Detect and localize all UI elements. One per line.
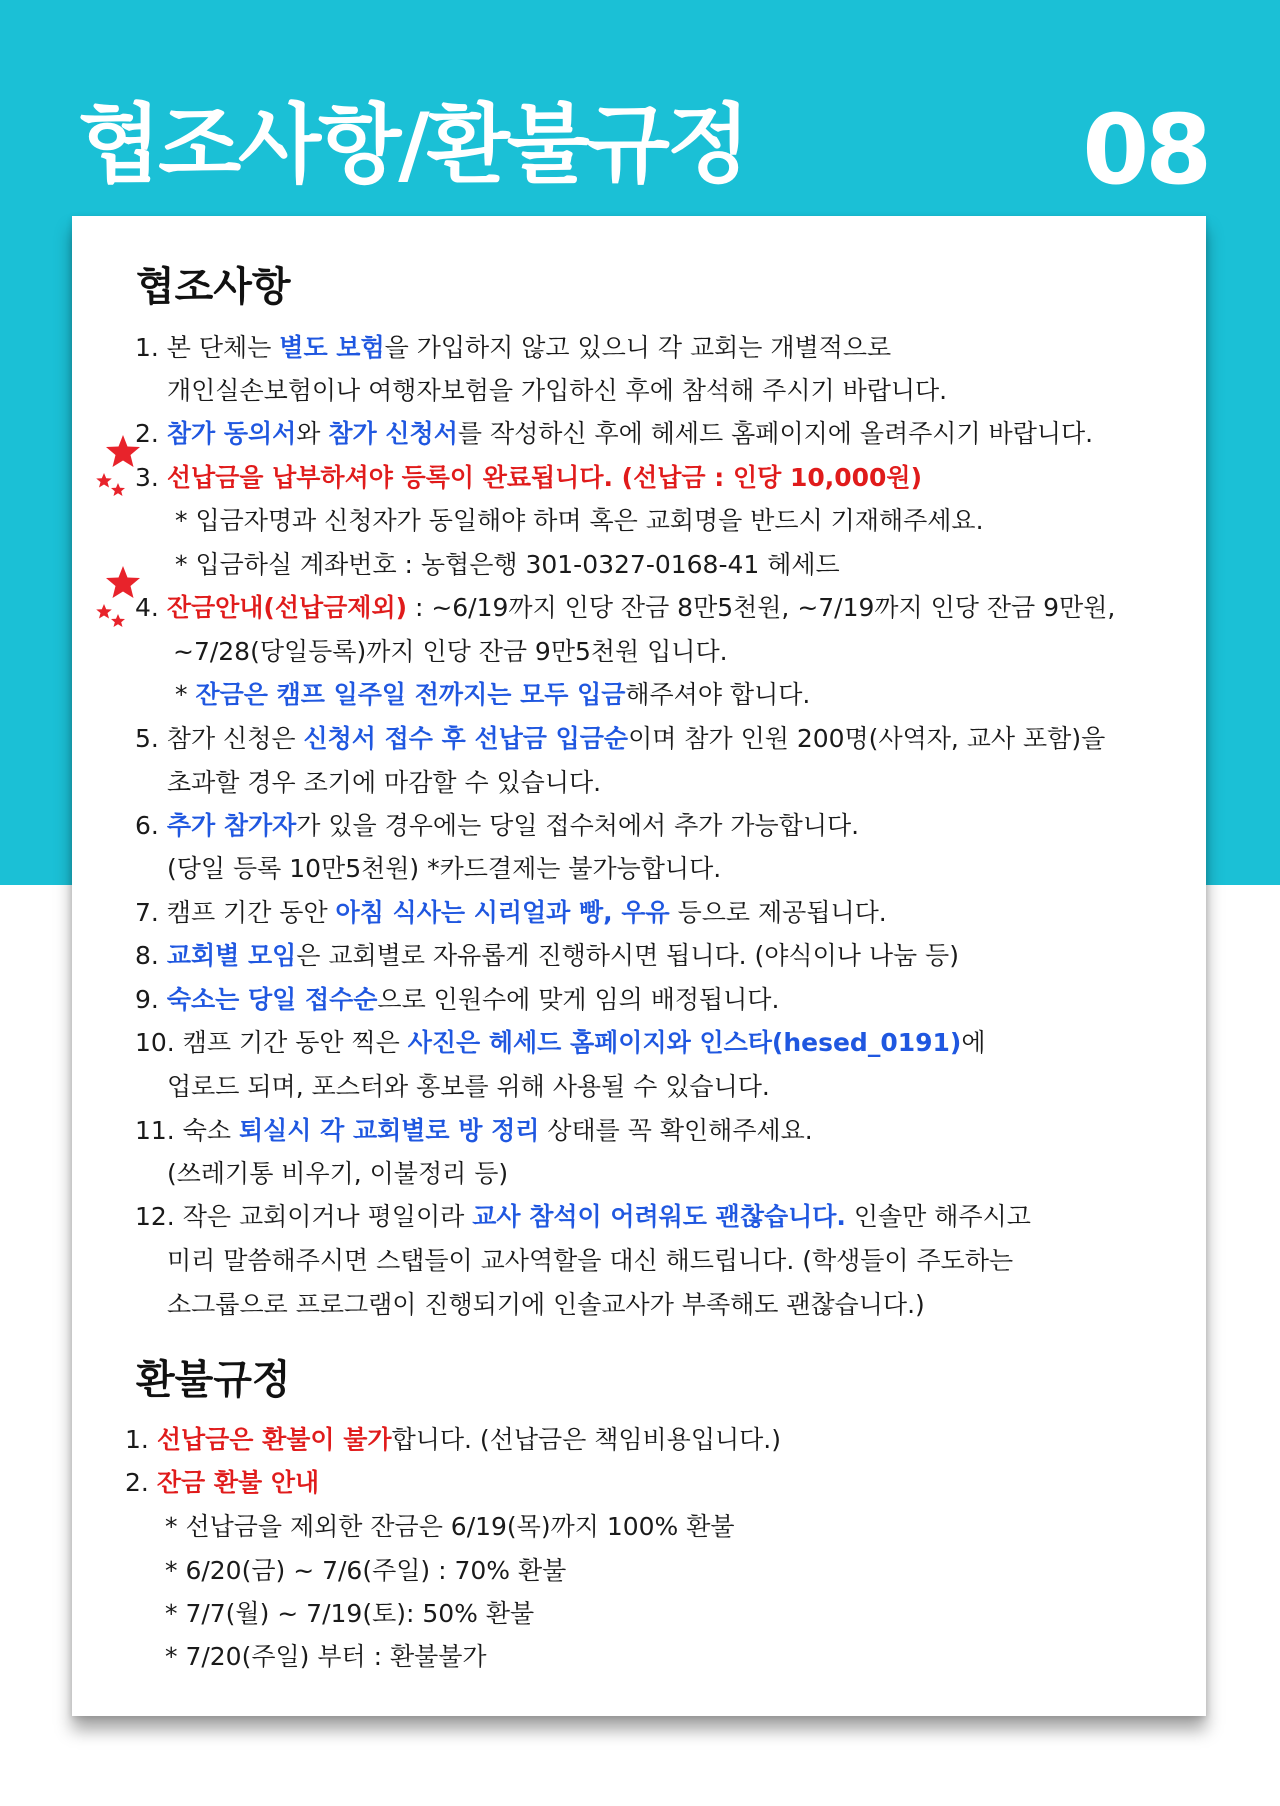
star-large-icon xyxy=(106,435,140,467)
cooperation-item-1-cont: 개인실손보험이나 여행자보험을 가입하신 후에 참석해 주시기 바랍니다. xyxy=(167,376,948,405)
cooperation-item-11: 11. 숙소 퇴실시 각 교회별로 방 정리 상태를 꼭 확인해주세요. xyxy=(135,1116,813,1145)
cooperation-item-2: 2. 참가 동의서와 참가 신청서를 작성하신 후에 헤세드 홈페이지에 올려주시기 바랍니다. xyxy=(135,419,1094,448)
star-small-icon xyxy=(96,473,112,488)
cooperation-item-6-cont: (당일 등록 10만5천원) *카드결제는 불가능합니다. xyxy=(167,854,722,883)
cooperation-item-4-cont: ~7/28(당일등록)까지 인당 잔금 9만5천원 입니다. xyxy=(173,637,728,666)
cooperation-item-6: 6. 추가 참가자가 있을 경우에는 당일 접수처에서 추가 가능합니다. xyxy=(135,811,860,840)
cooperation-item-3: 3. 선납금을 납부하셔야 등록이 완료됩니다. (선납금 : 인당 10,000원) xyxy=(135,463,923,492)
cooperation-item-11-cont: (쓰레기통 비우기, 이불정리 등) xyxy=(167,1159,509,1188)
cooperation-item-8: 8. 교회별 모임은 교회별로 자유롭게 진행하시면 됩니다. (야식이나 나눔 등) xyxy=(135,941,959,970)
refund-note-3: * 7/7(월) ~ 7/19(토): 50% 환불 xyxy=(165,1599,535,1628)
cooperation-item-4-note: * 잔금은 캠프 일주일 전까지는 모두 입금해주셔야 합니다. xyxy=(175,680,811,709)
cooperation-item-7: 7. 캠프 기간 동안 아침 식사는 시리얼과 빵, 우유 등으로 제공됩니다. xyxy=(135,898,887,927)
refund-item-2: 2. 잔금 환불 안내 xyxy=(125,1468,320,1497)
cooperation-item-10: 10. 캠프 기간 동안 찍은 사진은 헤세드 홈페이지와 인스타(hesed_0191)에 xyxy=(135,1028,986,1057)
star-small-icon xyxy=(111,483,125,496)
cooperation-item-12-cont-1: 미리 말씀해주시면 스탭들이 교사역할을 대신 해드립니다. (학생들이 주도하는 xyxy=(167,1246,1014,1275)
refund-note-4: * 7/20(주일) 부터 : 환불불가 xyxy=(165,1642,487,1671)
refund-note-2: * 6/20(금) ~ 7/6(주일) : 70% 환불 xyxy=(165,1556,567,1585)
cooperation-title: 협조사항 xyxy=(136,264,291,310)
cooperation-item-9: 9. 숙소는 당일 접수순으로 인원수에 맞게 임의 배정됩니다. xyxy=(135,985,780,1014)
cooperation-item-5-cont: 초과할 경우 조기에 마감할 수 있습니다. xyxy=(167,768,602,797)
star-cluster-icon xyxy=(96,435,142,507)
star-large-icon xyxy=(106,566,140,598)
star-small-icon xyxy=(96,604,112,619)
cooperation-item-12: 12. 작은 교회이거나 평일이라 교사 참석이 어려워도 괜찮습니다. 인솔만 해주시고 xyxy=(135,1202,1031,1231)
star-small-icon xyxy=(111,614,125,627)
page-number: 08 xyxy=(1082,94,1208,206)
cooperation-item-4: 4. 잔금안내(선납금제외) : ~6/19까지 인당 잔금 8만5천원, ~7/19까지 인당 잔금 9만원, xyxy=(135,593,1116,622)
page-title: 협조사항/환불규정 xyxy=(78,95,748,195)
cooperation-item-12-cont-2: 소그룹으로 프로그램이 진행되기에 인솔교사가 부족해도 괜찮습니다.) xyxy=(167,1290,925,1319)
cooperation-item-5: 5. 참가 신청은 신청서 접수 후 선납금 입금순이며 참가 인원 200명(사역자, 교사 포함)을 xyxy=(135,724,1106,753)
cooperation-item-3-note-2: * 입금하실 계좌번호 : 농협은행 301-0327-0168-41 헤세드 xyxy=(175,550,840,579)
cooperation-item-1: 1. 본 단체는 별도 보험을 가입하지 않고 있으니 각 교회는 개별적으로 xyxy=(135,333,892,362)
cooperation-item-10-cont: 업로드 되며, 포스터와 홍보를 위해 사용될 수 있습니다. xyxy=(167,1072,770,1101)
refund-note-1: * 선납금을 제외한 잔금은 6/19(목)까지 100% 환불 xyxy=(165,1512,735,1541)
refund-title: 환불규정 xyxy=(136,1357,291,1403)
star-cluster-icon xyxy=(96,566,142,638)
refund-item-1: 1. 선납금은 환불이 불가합니다. (선납금은 책임비용입니다.) xyxy=(125,1425,781,1454)
cooperation-item-3-note-1: * 입금자명과 신청자가 동일해야 하며 혹은 교회명을 반드시 기재해주세요. xyxy=(175,506,984,535)
